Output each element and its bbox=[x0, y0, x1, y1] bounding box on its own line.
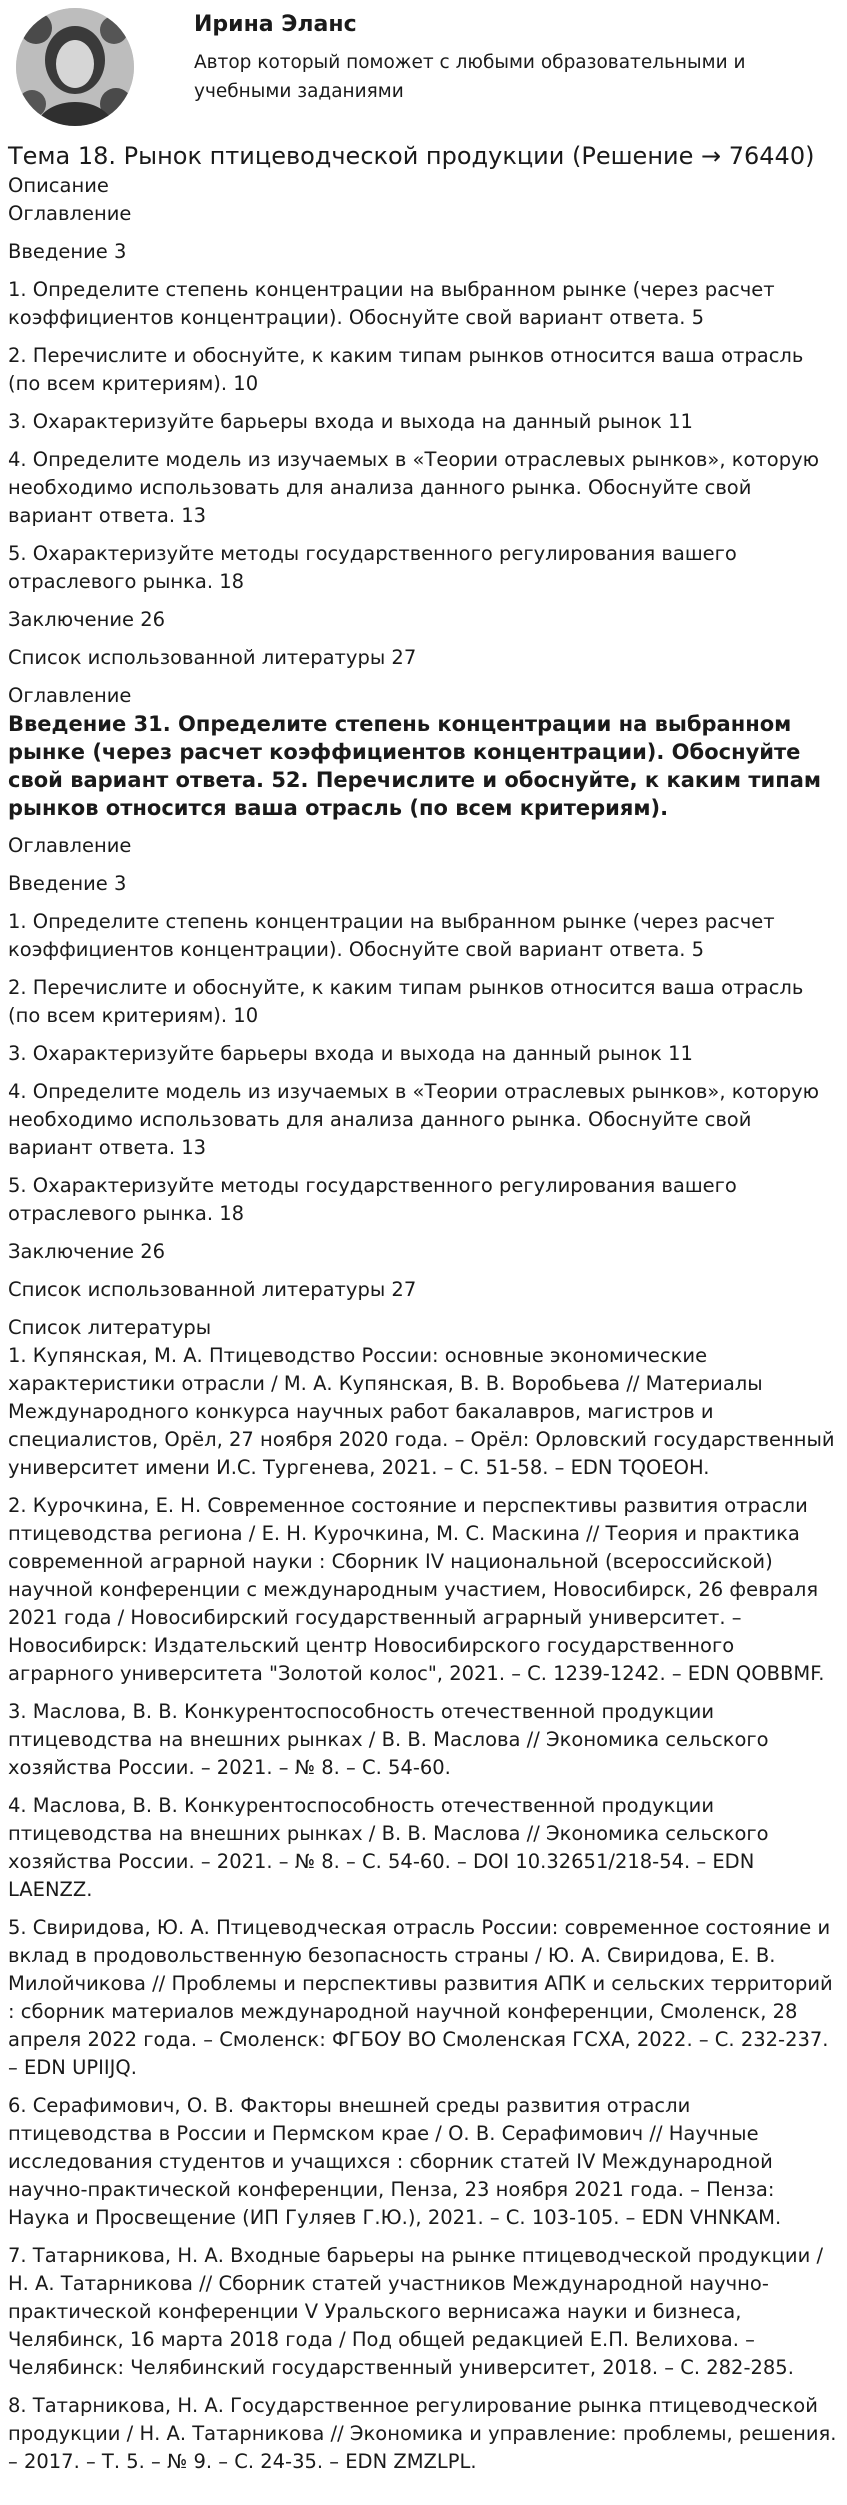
reference-item: 1. Купянская, М. А. Птицеводство России: основные экономические характеристики отрасли / М. А. Купянская, В. В. Воробьева // Материалы Международного конкурса научных работ бакалавров, магистров и специалистов, Орёл, 27 ноября 2020 года. – Орёл: Орловский государственный университет имени И.С. Тургенева, 2021. – С. 51-58. – EDN TQOEOH. bbox=[8, 1344, 835, 1479]
author-card bbox=[8, 0, 839, 140]
avatar[interactable] bbox=[16, 8, 134, 126]
reference-item: 3. Маслова, В. В. Конкурентоспособность отечественной продукции птицеводства на внешних рынках / В. В. Маслова // Экономика сельского хозяйства России. – 2021. – № 8. – С. 54-60. bbox=[8, 1700, 769, 1779]
reference-item: 7. Татарникова, Н. А. Входные барьеры на рынке птицеводческой продукции / Н. А. Татарникова // Сборник статей участников Международной научно-практической конференции V Уральского вернисажа науки и бизнеса, Челябинск, 16 марта 2018 года / Под общей редакцией Е.П. Велихова. – Челябинск: Челябинский государственный университет, 2018. – С. 282-285. bbox=[8, 2244, 824, 2379]
toc-item: Введение 3 bbox=[8, 240, 127, 263]
description-label: Описание bbox=[8, 174, 109, 197]
toc-label: Оглавление bbox=[8, 834, 132, 857]
toc-item: 3. Охарактеризуйте барьеры входа и выхода на данный рынок 11 bbox=[8, 410, 693, 433]
author-name[interactable]: Ирина Эланс bbox=[194, 12, 357, 37]
toc-item: 5. Охарактеризуйте методы государственного регулирования вашего отраслевого рынка. 18 bbox=[8, 1174, 737, 1225]
toc-item: Введение 3 bbox=[8, 872, 127, 895]
toc-item: 4. Определите модель из изучаемых в «Теории отраслевых рынков», которую необходимо использовать для анализа данного рынка. Обоснуйте свой вариант ответа. 13 bbox=[8, 448, 820, 527]
toc-item: 4. Определите модель из изучаемых в «Теории отраслевых рынков», которую необходимо использовать для анализа данного рынка. Обоснуйте свой вариант ответа. 13 bbox=[8, 1080, 820, 1159]
page-title: Тема 18. Рынок птицеводческой продукции (Решение → 76440) bbox=[8, 142, 815, 170]
avatar-photo-icon bbox=[16, 8, 134, 126]
toc-item: Заключение 26 bbox=[8, 608, 166, 631]
reference-item: 2. Курочкина, Е. Н. Современное состояние и перспективы развития отрасли птицеводства региона / Е. Н. Курочкина, М. С. Маскина // Теория и практика современной аграрной науки : Сборник IV национальной (всероссийской) научной конференции с международным участием, Новосибирск, 26 февраля 2021 года / Новосибирский государственный аграрный университет. – Новосибирск: Издательский центр Новосибирского государственного аграрного университета "Золотой колос", 2021. – С. 1239-1242. – EDN QOBBMF. bbox=[8, 1494, 825, 1685]
toc-item: 1. Определите степень концентрации на выбранном рынке (через расчет коэффициентов концентрации). Обоснуйте свой вариант ответа. 5 bbox=[8, 910, 775, 961]
toc-item: 5. Охарактеризуйте методы государственного регулирования вашего отраслевого рынка. 18 bbox=[8, 542, 737, 593]
reference-item: 8. Татарникова, Н. А. Государственное регулирование рынка птицеводческой продукции / Н. А. Татарникова // Экономика и управление: проблемы, решения. – 2017. – Т. 5. – № 9. – С. 24-35. – EDN ZMZLPL. bbox=[8, 2394, 837, 2473]
reference-item: 6. Серафимович, О. В. Факторы внешней среды развития отрасли птицеводства в России и Пермском крае / О. В. Серафимович // Научные исследования студентов и учащихся : сборник статей IV Международной научно-практической конференции, Пенза, 23 ноября 2021 года. – Пенза: Наука и Просвещение (ИП Гуляев Г.Ю.), 2021. – С. 103-105. – EDN VHNKAM. bbox=[8, 2094, 782, 2229]
toc-item: Список использованной литературы 27 bbox=[8, 646, 417, 669]
author-description: Автор который поможет с любыми образовательными и учебными заданиями bbox=[194, 52, 746, 102]
references-heading: Список литературы bbox=[8, 1316, 212, 1339]
references-section bbox=[8, 1314, 839, 2476]
description-section bbox=[8, 172, 839, 682]
toc-item: 1. Определите степень концентрации на выбранном рынке (через расчет коэффициентов концентрации). Обоснуйте свой вариант ответа. 5 bbox=[8, 278, 775, 329]
toc-label: Оглавление bbox=[8, 202, 132, 225]
reference-item: 5. Свиридова, Ю. А. Птицеводческая отрасль России: современное состояние и вклад в продовольственную безопасность страны / Ю. А. Свиридова, Е. В. Милойчикова // Проблемы и перспективы развития АПК и сельских территорий : сборник материалов международной научной конференции, Смоленск, 28 апреля 2022 года. – Смоленск: ФГБОУ ВО Смоленская ГСХА, 2022. – С. 232-237. – EDN UPIIJQ. bbox=[8, 1916, 833, 2079]
toc-item: Список использованной литературы 27 bbox=[8, 1278, 417, 1301]
toc-item: 3. Охарактеризуйте барьеры входа и выхода на данный рынок 11 bbox=[8, 1042, 693, 1065]
toc-label: Оглавление bbox=[8, 684, 132, 707]
bold-preview-text: Введение 31. Определите степень концентрации на выбранном рынке (через расчет коэффициентов концентрации). Обоснуйте свой вариант ответа. 52. Перечислите и обоснуйте, к каким типам рынков относится ваша отрасль (по всем критериям). bbox=[8, 712, 822, 820]
toc-item: 2. Перечислите и обоснуйте, к каким типам рынков относится ваша отрасль (по всем критериям). 10 bbox=[8, 976, 804, 1027]
reference-item: 4. Маслова, В. В. Конкурентоспособность отечественной продукции птицеводства на внешних рынках / В. В. Маслова // Экономика сельского хозяйства России. – 2021. – № 8. – С. 54-60. – DOI 10.32651/218-54. – EDN LAENZZ. bbox=[8, 1794, 769, 1901]
preview-section bbox=[8, 682, 839, 1314]
toc-item: Заключение 26 bbox=[8, 1240, 166, 1263]
toc-item: 2. Перечислите и обоснуйте, к каким типам рынков относится ваша отрасль (по всем критериям). 10 bbox=[8, 344, 804, 395]
